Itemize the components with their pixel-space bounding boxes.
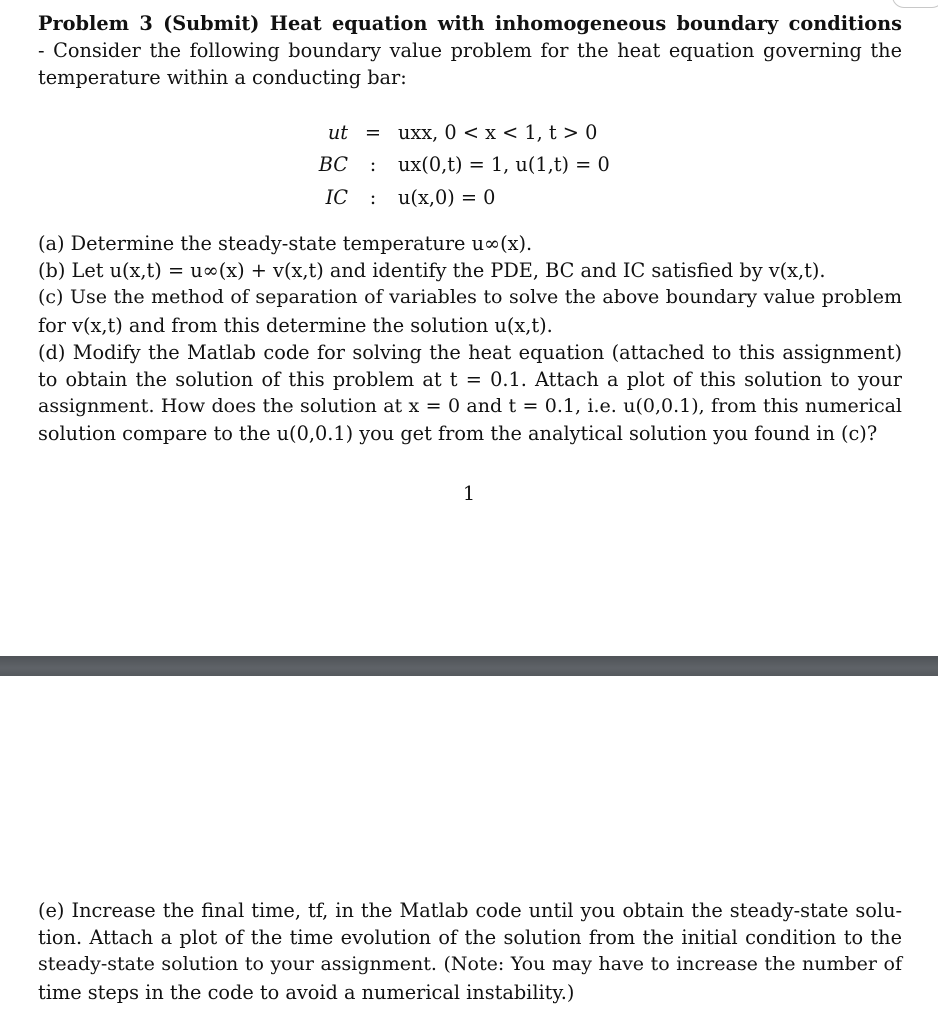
part-a: (a) Determine the steady-state temperature u∞(x). [38,232,533,255]
part-e-cont: steady-state solution to your assignment. (Note: You may have to increase the number of [38,953,902,976]
part-d-cont: solution compare to the u(0,0.1) you get from the analytical solution you found in (c)? [38,422,878,446]
part-d-cont: assignment. How does the solution at x = 0 and t = 0.1, i.e. u(0,0.1), from this numerical [38,395,902,418]
part-e: (e) Increase the final time, tf, in the Matlab code until you obtain the steady-state solu- [38,899,902,922]
page-separator [0,656,938,676]
part-b: (b) Let u(x,t) = u∞(x) + v(x,t) and identify the PDE, BC and IC satisfied by v(x,t). [38,259,826,283]
problem-intro: - Consider the following boundary value problem for the heat equation governing the [38,39,902,63]
part-d: (d) Modify the Matlab code for solving the heat equation (attached to this assignment) [38,340,902,364]
document-page-2 [0,676,938,1024]
part-e-cont: time steps in the code to avoid a numerical instability.) [38,980,575,1004]
part-e-cont: tion. Attach a plot of the time evolution of the solution from the initial condition to the [38,926,902,950]
equation-system [300,116,610,214]
page-corner-decoration [892,0,938,8]
page-number: 1 [462,482,476,505]
part-c: (c) Use the method of separation of variables to solve the above boundary value problem [38,286,902,309]
equation-row-ic [300,181,610,214]
problem-part-e [38,897,902,1006]
equation-relation: : [369,153,377,177]
problem-intro-cont: temperature within a conducting bar: [38,66,407,90]
equation-row-bc [300,149,610,182]
problem-parts [38,230,902,448]
equation-lhs: IC [325,185,348,209]
equation-rhs: uxx, 0 < x < 1, t > 0 [398,120,598,144]
part-d-cont: to obtain the solution of this problem at t = 0.1. Attach a plot of this solution to your [38,368,902,392]
equation-row-pde [300,116,610,149]
equation-lhs: ut [327,120,348,144]
problem-title: Problem 3 (Submit) Heat equation with inhomogeneous boundary conditions [38,12,902,35]
equation-rhs: u(x,0) = 0 [398,185,496,209]
part-c-cont: for v(x,t) and from this determine the solution u(x,t). [38,313,553,337]
problem-header [38,10,902,92]
equation-relation: : [369,185,377,209]
equation-rhs: ux(0,t) = 1, u(1,t) = 0 [398,153,610,177]
equation-lhs: BC [318,153,348,177]
equation-relation: = [364,120,382,144]
